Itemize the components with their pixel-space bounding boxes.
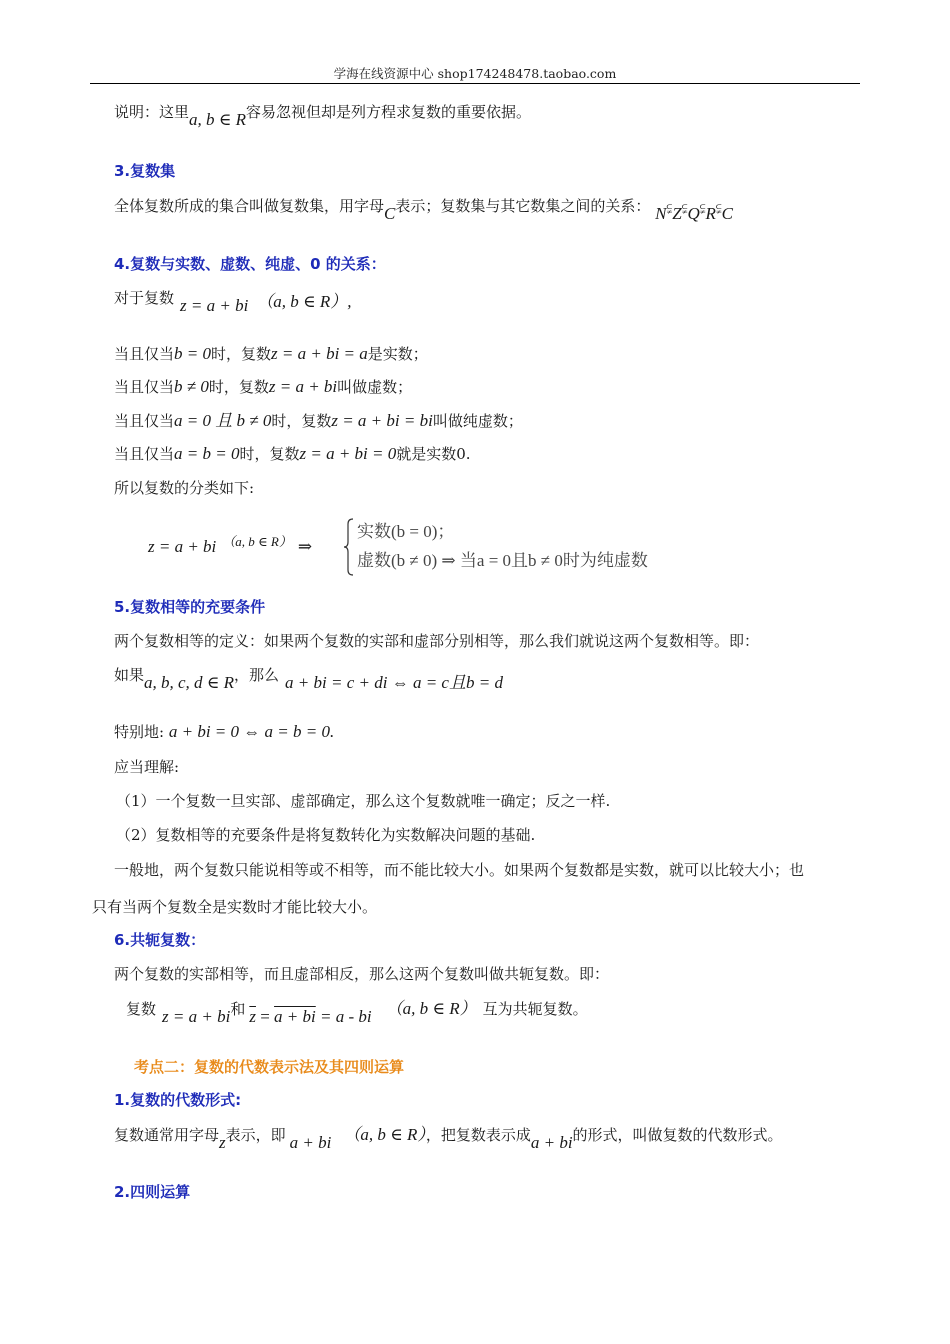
alg-body: 复数通常用字母z表示，即 a + bi （a, b ∈ R），把复数表示成a + bi的形式，叫做复数的代数形式。 [114,1125,783,1152]
sec5-special: 特别地: a + bi = 0 ⇔ a = b = 0. [114,722,335,741]
sec3-letter: C [384,204,396,223]
sec3-body [114,196,733,223]
sec6-conj: 复数 z = a + bi和 $\overline{z} = a$ + bi = a - bi （a, b ∈ R） 互为共轭复数。 [126,999,588,1026]
classify-brace [344,518,354,576]
sec5-point-2: （2）复数相等的充要条件是将复数转化为实数解决问题的基础. [116,826,536,844]
kp2-title: 考点二：复数的代数表示法及其四则运算 [134,1058,405,1076]
sec5-if: 如果a, b, c, d ∈ R，那么 a + bi = c + di ⇔ a = c且b = d [114,666,503,692]
sec4-title: 4.复数与实数、虚数、纯虚、0 的关系： [114,255,386,273]
classify-imag: 虚数(b ≠ 0) ⇒ 当a = 0且b ≠ 0时为纯虚数 [357,551,648,570]
classify-real: 实数(b = 0)； [357,522,455,541]
sec4-line-2: 当且仅当b ≠ 0时，复数z = a + bi叫做虚数； [114,377,413,396]
sec5-understand: 应当理解: [114,758,180,776]
set-chain: N⫋Z⫋Q⫋R⫋C [655,201,733,223]
note-suffix: 容易忽视但却是列方程求复数的重要依据。 [245,103,531,121]
sec3-text: 全体复数所成的集合叫做复数集，用字母 [114,197,385,215]
note-prefix: 说明：这里 [114,103,190,121]
note-line [114,102,531,129]
sec3-text2: 表示；复数集与其它数集之间的关系： [395,197,651,215]
ops-title: 2.四则运算 [114,1183,191,1201]
alg-title: 1.复数的代数形式: [114,1091,242,1109]
classify-label: 所以复数的分类如下: [114,479,255,497]
sec4-line-4: 当且仅当a = b = 0时，复数z = a + bi = 0就是实数0. [114,444,471,463]
sec6-title: 6.共轭复数： [114,931,206,949]
sec4-intro: 对于复数 z = a + bi （a, b ∈ R）, [114,289,352,315]
sec6-def: 两个复数的实部相等，而且虚部相反，那么这两个复数叫做共轭复数。即： [114,965,610,983]
sec5-general-2: 只有当两个复数全是实数时才能比较大小。 [92,898,378,916]
sec5-def: 两个复数相等的定义：如果两个复数的实部和虚部分别相等，那么我们就说这两个复数相等。即： [114,632,760,650]
note-math: a, b ∈ R [189,110,246,129]
sec4-line-1: 当且仅当b = 0时，复数z = a + bi = a是实数； [114,344,428,363]
classify-lhs: z = a + bi （a, b ∈ R） ⇒ [148,534,313,556]
sec5-general-1: 一般地，两个复数只能说相等或不相等，而不能比较大小。如果两个复数都是实数，就可以比较大小；也 [114,861,805,879]
page-header: 学海在线资源中心 shop174248478.taobao.com [333,66,617,81]
sec4-line-3: 当且仅当a = 0 且 b ≠ 0时，复数z = a + bi = bi叫做纯虚数； [114,411,523,430]
sec5-title: 5.复数相等的充要条件 [114,598,266,616]
sec5-point-1: （1）一个复数一旦实部、虚部确定，那么这个复数就唯一确定；反之一样. [116,792,611,810]
header-divider [90,83,860,84]
sec3-title: 3.复数集 [114,162,176,180]
